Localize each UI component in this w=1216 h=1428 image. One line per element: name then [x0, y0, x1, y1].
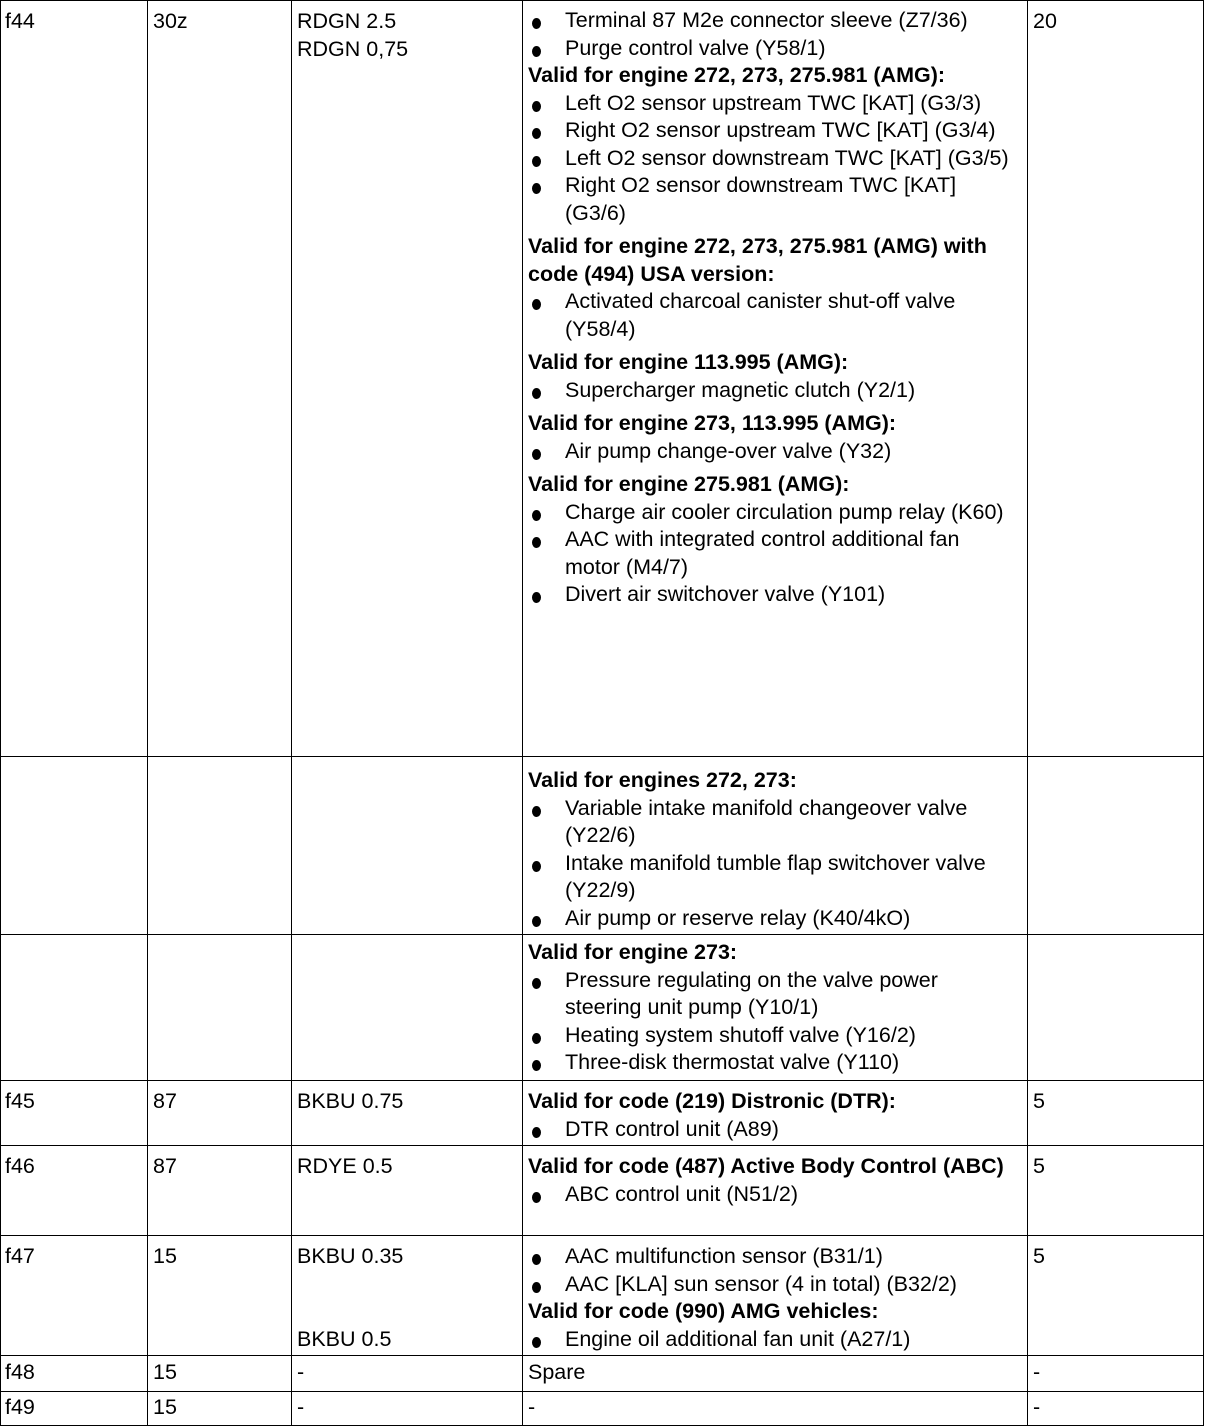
wire-label: -	[297, 1395, 305, 1419]
wire-label: RDGN 0,75	[297, 36, 409, 61]
list-item: Purge control valve (Y58/1)	[528, 35, 1017, 63]
terminal-cell: 15	[148, 1356, 292, 1392]
bullet-list	[528, 377, 1017, 405]
list-item: Right O2 sensor downstream TWC [KAT] (G3/6)	[528, 172, 1017, 227]
consumer-cell	[523, 757, 1028, 935]
terminal-cell: 15	[148, 1392, 292, 1426]
consumer-text: Spare	[528, 1360, 586, 1384]
consumer-text: -	[528, 1395, 536, 1419]
table-row-f45	[1, 1081, 1204, 1146]
table-row-f47	[1, 1236, 1204, 1356]
table-row-continuation	[1, 757, 1204, 935]
validity-header: Valid for engine 272, 273, 275.981 (AMG) with code (494) USA version:	[528, 234, 987, 286]
wire-label: BKBU 0.5	[297, 1326, 392, 1351]
list-item: Intake manifold tumble flap switchover valve (Y22/9)	[528, 850, 1017, 905]
wire-cell	[292, 1392, 523, 1426]
list-item: ABC control unit (N51/2)	[528, 1181, 1017, 1209]
list-item: Engine oil additional fan unit (A27/1)	[528, 1326, 1017, 1354]
amps-cell	[1028, 935, 1204, 1081]
list-item: AAC [KLA] sun sensor (4 in total) (B32/2)	[528, 1271, 1017, 1299]
validity-header: Valid for engine 272, 273, 275.981 (AMG):	[528, 63, 946, 87]
bullet-list	[528, 967, 1017, 1077]
fuse-cell: f48	[1, 1356, 148, 1392]
list-item: Left O2 sensor upstream TWC [KAT] (G3/3)	[528, 90, 1017, 118]
list-item: Divert air switchover valve (Y101)	[528, 581, 1017, 609]
bullet-list	[528, 438, 1017, 466]
terminal-cell	[148, 935, 292, 1081]
validity-header: Valid for engine 273:	[528, 940, 738, 964]
consumer-cell	[523, 935, 1028, 1081]
validity-header: Valid for engine 273, 113.995 (AMG):	[528, 411, 897, 435]
wire-label: RDGN 2.5	[297, 9, 397, 33]
wire-label: BKBU 0.35	[297, 1244, 404, 1268]
fuse-cell: f44	[1, 1, 148, 757]
list-item: AAC with integrated control additional fan motor (M4/7)	[528, 526, 1017, 581]
validity-header: Valid for engine 113.995 (AMG):	[528, 350, 849, 374]
bullet-list	[528, 1326, 1017, 1354]
table-row-f49	[1, 1392, 1204, 1426]
amps-cell: 5	[1028, 1236, 1204, 1356]
wire-cell	[292, 1236, 523, 1356]
list-item: Left O2 sensor downstream TWC [KAT] (G3/5)	[528, 145, 1017, 173]
table-row-continuation	[1, 935, 1204, 1081]
wire-cell	[292, 1146, 523, 1236]
consumer-cell	[523, 1392, 1028, 1426]
consumer-cell	[523, 1, 1028, 757]
bullet-list	[528, 499, 1017, 609]
wire-cell	[292, 1, 523, 757]
bullet-list	[528, 795, 1017, 933]
validity-header: Valid for engines 272, 273:	[528, 768, 797, 792]
amps-cell	[1028, 757, 1204, 935]
fuse-cell: f45	[1, 1081, 148, 1146]
fuse-cell	[1, 757, 148, 935]
bullet-list	[528, 1181, 1017, 1209]
fuse-cell: f49	[1, 1392, 148, 1426]
validity-header: Valid for code (219) Distronic (DTR):	[528, 1089, 896, 1113]
table-row-f44	[1, 1, 1204, 757]
terminal-cell: 30z	[148, 1, 292, 757]
terminal-cell	[148, 757, 292, 935]
list-item: Variable intake manifold changeover valve (Y22/6)	[528, 795, 1017, 850]
bullet-list	[528, 90, 1017, 228]
amps-cell: -	[1028, 1392, 1204, 1426]
wire-cell	[292, 1081, 523, 1146]
list-item: Supercharger magnetic clutch (Y2/1)	[528, 377, 1017, 405]
bullet-list	[528, 288, 1017, 343]
list-item: Charge air cooler circulation pump relay (K60)	[528, 499, 1017, 527]
terminal-cell: 87	[148, 1146, 292, 1236]
list-item: AAC multifunction sensor (B31/1)	[528, 1243, 1017, 1271]
wire-cell	[292, 1356, 523, 1392]
terminal-cell: 15	[148, 1236, 292, 1356]
validity-header: Valid for engine 275.981 (AMG):	[528, 472, 850, 496]
table-row-f46	[1, 1146, 1204, 1236]
fuse-cell: f47	[1, 1236, 148, 1356]
fuse-cell: f46	[1, 1146, 148, 1236]
amps-cell: 5	[1028, 1081, 1204, 1146]
validity-header: Valid for code (487) Active Body Control (ABC)	[528, 1154, 1004, 1178]
list-item: Activated charcoal canister shut-off valve (Y58/4)	[528, 288, 1017, 343]
fuse-cell	[1, 935, 148, 1081]
terminal-cell: 87	[148, 1081, 292, 1146]
amps-cell: -	[1028, 1356, 1204, 1392]
consumer-cell	[523, 1081, 1028, 1146]
wire-cell	[292, 757, 523, 935]
list-item: Air pump or reserve relay (K40/4kO)	[528, 905, 1017, 933]
consumer-cell	[523, 1356, 1028, 1392]
list-item: Terminal 87 M2e connector sleeve (Z7/36)	[528, 7, 1017, 35]
consumer-cell	[523, 1236, 1028, 1356]
wire-label: -	[297, 1360, 305, 1384]
bullet-list	[528, 1116, 1017, 1144]
list-item: Pressure regulating on the valve power steering unit pump (Y10/1)	[528, 967, 1017, 1022]
list-item: DTR control unit (A89)	[528, 1116, 1017, 1144]
table-row-f48	[1, 1356, 1204, 1392]
list-item: Heating system shutoff valve (Y16/2)	[528, 1022, 1017, 1050]
list-item: Three-disk thermostat valve (Y110)	[528, 1049, 1017, 1077]
bullet-list	[528, 1243, 1017, 1298]
list-item: Air pump change-over valve (Y32)	[528, 438, 1017, 466]
bullet-list	[528, 7, 1017, 62]
amps-cell: 20	[1028, 1, 1204, 757]
wire-label: BKBU 0.75	[297, 1089, 404, 1113]
list-item: Right O2 sensor upstream TWC [KAT] (G3/4)	[528, 117, 1017, 145]
wire-cell	[292, 935, 523, 1081]
consumer-cell	[523, 1146, 1028, 1236]
wire-label: RDYE 0.5	[297, 1154, 393, 1178]
amps-cell: 5	[1028, 1146, 1204, 1236]
validity-header: Valid for code (990) AMG vehicles:	[528, 1299, 879, 1323]
